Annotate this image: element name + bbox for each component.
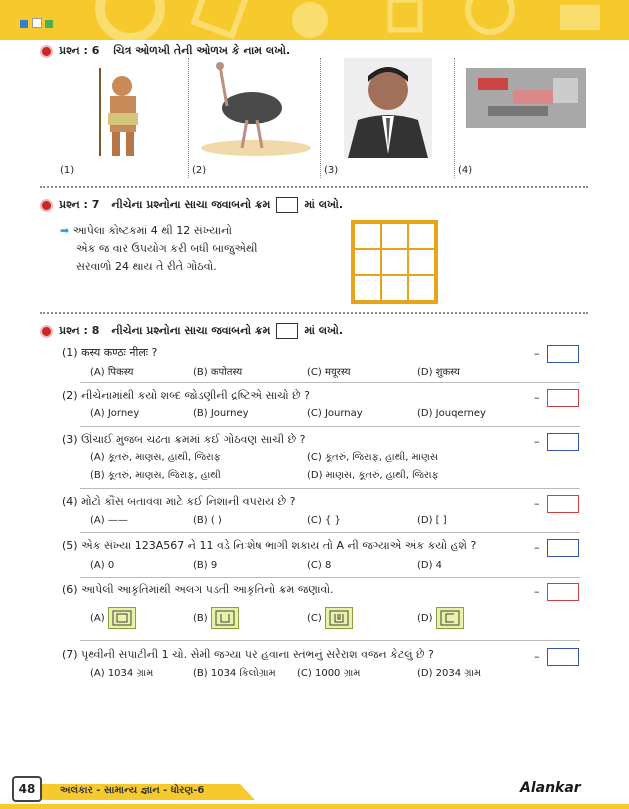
option-b[interactable]: (B) Journey xyxy=(193,408,249,419)
grid-cell[interactable] xyxy=(354,249,381,275)
grid-cell[interactable] xyxy=(381,275,408,301)
option-c[interactable]: (C) 1000 ગ્રામ xyxy=(297,668,361,679)
item-number: (4) xyxy=(62,495,78,508)
page-number: 48 xyxy=(18,782,36,796)
footer xyxy=(0,770,629,809)
top-banner xyxy=(0,0,629,40)
option-d[interactable]: (D) शुकस्य xyxy=(417,367,460,378)
option-b[interactable]: (B) 1034 કિલોગ્રામ xyxy=(193,668,276,679)
answer-box-4[interactable] xyxy=(547,495,579,513)
answer-box-1[interactable] xyxy=(547,345,579,363)
option-b[interactable]: (B) ( ) xyxy=(193,515,222,526)
q8-item-2 xyxy=(62,389,310,403)
dash: – xyxy=(534,541,540,554)
caption-4: (4) xyxy=(458,165,473,176)
caption-2: (2) xyxy=(192,165,207,176)
option-c[interactable]: (C) કૂતરું, જિરાફ, હાથી, માણસ xyxy=(307,452,438,463)
item-number: (6) xyxy=(62,583,78,596)
divider xyxy=(80,532,580,533)
item-text: પૃથ્વીની સપાટીની 1 ચો. સેમી જગ્યા પર હવાના સ્તંભનું સરેરાશ વજન કેટલું છે ? xyxy=(81,648,434,661)
item-number: (2) xyxy=(62,389,78,402)
q8-item-1 xyxy=(62,345,157,360)
corner-squares xyxy=(20,18,53,31)
arrow-icon: ➡ xyxy=(60,224,70,237)
grid-cell[interactable] xyxy=(381,249,408,275)
figure-square-icon xyxy=(325,607,353,629)
caption-3: (3) xyxy=(324,165,339,176)
divider xyxy=(80,577,580,578)
option-label: (C) xyxy=(307,613,322,624)
option-d[interactable]: (D) માણસ, કૂતરું, હાથી, જિરાફ xyxy=(307,470,439,481)
q8-item-6 xyxy=(62,583,334,597)
answer-box-2[interactable] xyxy=(547,389,579,407)
q7-line: એક જ વાર ઉપયોગ કરી બધી બાજુએથી xyxy=(76,242,258,255)
bullet-icon xyxy=(40,325,53,338)
q8-item-3 xyxy=(62,433,305,447)
answer-box-7[interactable] xyxy=(547,648,579,666)
option-a[interactable] xyxy=(90,607,136,629)
item-number: (1) xyxy=(62,346,78,359)
footer-title: અલંકાર - સામાન્ય જ્ઞાન - ધોરણ-6 xyxy=(60,785,205,796)
q8-suffix: માં લખો. xyxy=(304,324,344,337)
answer-box-5[interactable] xyxy=(547,539,579,557)
q8-item-5 xyxy=(62,539,476,553)
figure-square-icon xyxy=(108,607,136,629)
grid-cell[interactable] xyxy=(354,275,381,301)
q8-label: પ્રશ્ન : 8 xyxy=(59,324,100,337)
divider xyxy=(80,640,580,641)
option-a[interactable]: (A) 0 xyxy=(90,560,115,571)
q7-body xyxy=(60,222,258,276)
q7-line: સરવાળો 24 થાય તે રીતે ગોઠવો. xyxy=(76,260,217,273)
option-d[interactable]: (D) 2034 ગ્રામ xyxy=(417,668,482,679)
separator xyxy=(454,58,455,178)
item-text: મોટો કૌંસ બતાવવા માટે કઈ નિશાની વપરાય છે ? xyxy=(81,495,296,508)
option-d[interactable] xyxy=(417,607,464,629)
q8-item-4 xyxy=(62,495,296,509)
item-text: નીચેનામાંથી કયો શબ્દ જોડણીની દ્રષ્ટિએ સાચો છે ? xyxy=(81,389,310,402)
caption-1: (1) xyxy=(60,165,75,176)
item-text: कस्य कण्ठः नीलः ? xyxy=(81,346,158,359)
divider xyxy=(80,382,580,383)
q8-heading xyxy=(40,323,343,339)
divider xyxy=(80,426,580,427)
grid-cell[interactable] xyxy=(408,223,435,249)
q6-text: ચિત્ર ઓળખી તેની ઓળખ કે નામ લખો. xyxy=(113,44,291,57)
option-a[interactable]: (A) કૂતરું, માણસ, હાથી, જિરાફ xyxy=(90,452,221,463)
option-d[interactable]: (D) 4 xyxy=(417,560,443,571)
option-c[interactable]: (C) 8 xyxy=(307,560,332,571)
option-c[interactable]: (C) मयूरस्य xyxy=(307,367,351,378)
brand-logo: Alankar xyxy=(520,780,581,796)
figure-square-icon xyxy=(436,607,464,629)
option-c[interactable]: (C) { } xyxy=(307,515,341,526)
q6-heading xyxy=(40,44,290,58)
q8-answer-box[interactable] xyxy=(276,323,298,339)
answer-box-3[interactable] xyxy=(547,433,579,451)
option-d[interactable]: (D) Jouqerney xyxy=(417,408,486,419)
option-label: (B) xyxy=(193,613,208,624)
section-divider xyxy=(40,312,588,314)
option-label: (A) xyxy=(90,613,105,624)
q7-suffix: માં લખો. xyxy=(304,198,344,211)
option-c[interactable] xyxy=(307,607,353,629)
item-text: એક સંખ્યા 123A567 ને 11 વડે નિઃશેષ ભાગી શકાય તો A ની જગ્યાએ અંક કયો હશે ? xyxy=(81,539,477,552)
figure-square-icon xyxy=(211,607,239,629)
q7-line: આપેલા કોષ્ટકમાં 4 થી 12 સંખ્યાનો xyxy=(72,224,233,237)
option-label: (D) xyxy=(417,613,433,624)
decorative-shapes xyxy=(60,0,629,40)
grid-cell[interactable] xyxy=(408,249,435,275)
q7-label: પ્રશ્ન : 7 xyxy=(59,198,100,211)
q7-answer-box[interactable] xyxy=(276,197,298,213)
image-man-portrait xyxy=(324,58,452,178)
grid-cell[interactable] xyxy=(408,275,435,301)
q7-text: નીચેના પ્રશ્નોના સાચા જવાબનો ક્રમ xyxy=(111,198,271,211)
grid-cell[interactable] xyxy=(381,223,408,249)
option-b[interactable]: (B) 9 xyxy=(193,560,218,571)
dash: – xyxy=(534,497,540,510)
option-a[interactable]: (A) Jorney xyxy=(90,408,140,419)
item-number: (5) xyxy=(62,539,78,552)
option-a[interactable]: (A) पिकस्य xyxy=(90,367,134,378)
q8-text: નીચેના પ્રશ્નોના સાચા જવાબનો ક્રમ xyxy=(111,324,271,337)
option-b[interactable]: (B) કૂતરું, માણસ, જિરાફ, હાથી xyxy=(90,470,221,481)
image-pixelated xyxy=(458,58,586,178)
q7-heading xyxy=(40,197,343,213)
image-ostrich xyxy=(192,58,320,178)
page-number-badge xyxy=(12,776,42,802)
q8-item-7 xyxy=(62,648,434,662)
answer-box-6[interactable] xyxy=(547,583,579,601)
separator xyxy=(320,58,321,178)
image-tribal-man xyxy=(60,58,188,178)
divider xyxy=(80,488,580,489)
q6-label: પ્રશ્ન : 6 xyxy=(59,44,100,57)
option-a[interactable]: (A) 1034 ગ્રામ xyxy=(90,668,154,679)
dash: – xyxy=(534,585,540,598)
option-d[interactable]: (D) [ ] xyxy=(417,515,447,526)
section-divider xyxy=(40,186,588,188)
magic-square-grid xyxy=(351,220,438,304)
option-b[interactable] xyxy=(193,607,239,629)
separator xyxy=(188,58,189,178)
grid-cell[interactable] xyxy=(354,223,381,249)
bullet-icon xyxy=(40,199,53,212)
item-number: (3) xyxy=(62,433,78,446)
dash: – xyxy=(534,650,540,663)
item-text: આપેલી આકૃતિમાંથી અલગ પડતી આકૃતિનો ક્રમ જણાવો. xyxy=(81,583,334,596)
bullet-icon xyxy=(40,45,53,58)
dash: – xyxy=(534,391,540,404)
dash: – xyxy=(534,435,540,448)
option-b[interactable]: (B) कपोतस्य xyxy=(193,367,243,378)
option-c[interactable]: (C) Journay xyxy=(307,408,363,419)
item-text: ઊંચાઈ મુજબ ચઢતા ક્રમમાં કઈ ગોઠવણ સાચી છે ? xyxy=(81,433,306,446)
option-a[interactable]: (A) —— xyxy=(90,515,128,526)
item-number: (7) xyxy=(62,648,78,661)
dash: – xyxy=(534,347,540,360)
